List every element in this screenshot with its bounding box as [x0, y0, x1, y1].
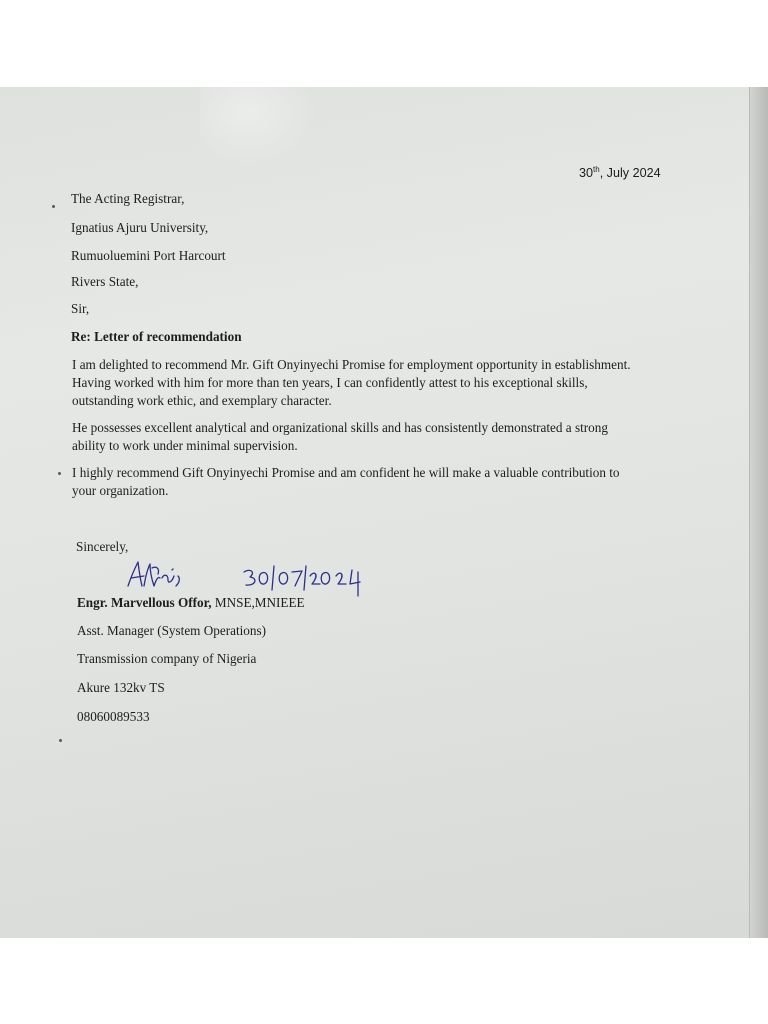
paper-crease	[200, 87, 320, 167]
paragraph-3	[72, 464, 692, 500]
recipient-line-3: Rumuoluemini Port Harcourt	[71, 248, 226, 263]
paper-speck	[58, 472, 61, 475]
letter-date: 30th, July 2024	[579, 165, 661, 181]
paragraph-1-line: I am delighted to recommend Mr. Gift Onyinyechi Promise for employment opportunity in establishment.	[72, 357, 631, 372]
paragraph-1-line: outstanding work ethic, and exemplary character.	[72, 393, 332, 408]
signer-name-line: Engr. Marvellous Offor, MNSE,MNIEEE	[77, 595, 305, 610]
paragraph-1-line: Having worked with him for more than ten years, I can confidently attest to his exceptional skills,	[72, 375, 588, 390]
signer-location: Akure 132kv TS	[77, 680, 165, 695]
paper-speck	[52, 205, 55, 208]
paragraph-1	[72, 356, 692, 410]
paragraph-3-line: I highly recommend Gift Onyinyechi Promise and am confident he will make a valuable contribution to	[72, 465, 620, 480]
salutation: Sir,	[71, 301, 90, 316]
paragraph-2-line: ability to work under minimal supervision.	[72, 438, 298, 453]
letter-paper	[0, 87, 768, 938]
signer-company: Transmission company of Nigeria	[77, 651, 257, 666]
paragraph-2-line: He possesses excellent analytical and organizational skills and has consistently demonstrated a strong	[72, 420, 608, 435]
closing: Sincerely,	[76, 539, 129, 554]
page-edge-shadow	[749, 87, 768, 938]
signer-title: Asst. Manager (System Operations)	[77, 623, 266, 638]
subject-line: Re: Letter of recommendation	[71, 329, 242, 344]
recipient-line-1: The Acting Registrar,	[71, 191, 185, 206]
signer-phone: 08060089533	[77, 709, 150, 724]
paper-speck	[59, 739, 62, 742]
paragraph-3-line: your organization.	[72, 483, 169, 498]
recipient-line-2: Ignatius Ajuru University,	[71, 220, 209, 235]
paragraph-2	[72, 419, 692, 455]
recipient-line-4: Rivers State,	[71, 274, 139, 289]
